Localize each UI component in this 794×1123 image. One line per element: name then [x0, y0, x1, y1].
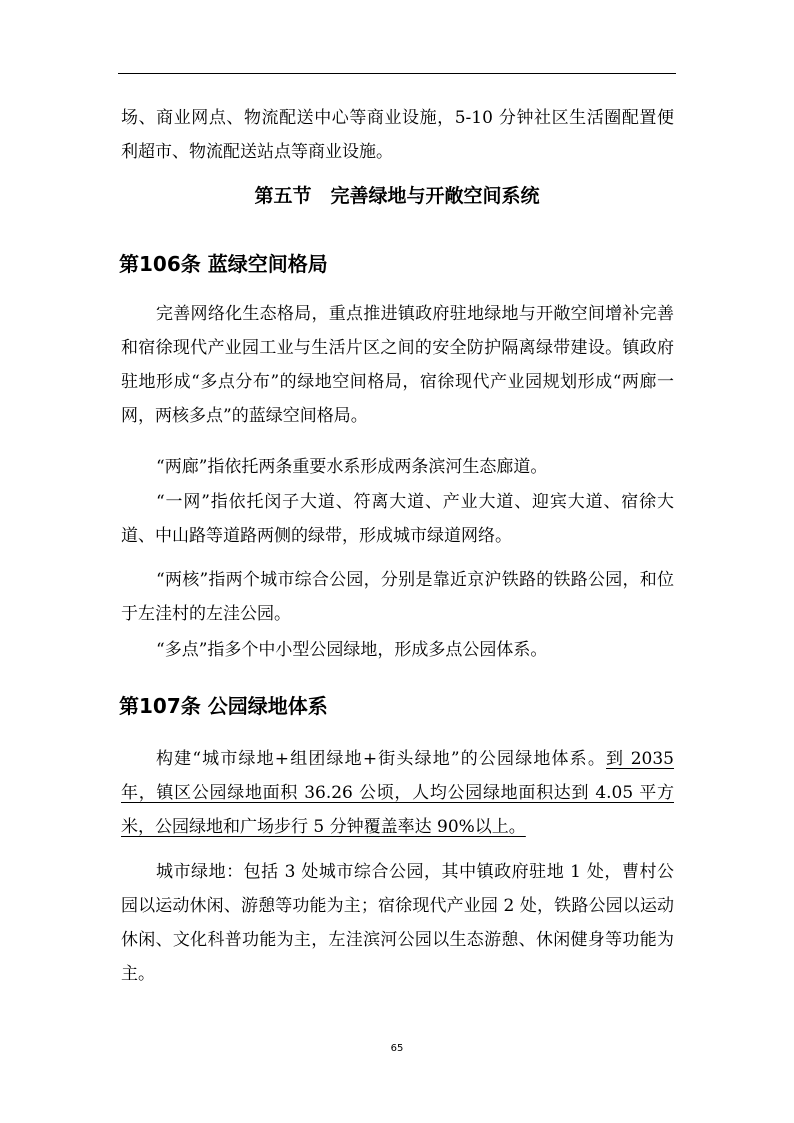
section-title: 第五节 完善绿地与开敞空间系统 — [254, 185, 540, 207]
article-107-target-underlined: 到 2035 年，镇区公园绿地面积 36.26 公顷，人均公园绿地面积达到 4.05 平方米，公园绿地和广场步行 5 分钟覆盖率达 90%以上。 — [121, 749, 675, 837]
article-107-paragraph-1-text: 构建“城市绿地+组团绿地+街头绿地”的公园绿地体系。 — [156, 749, 607, 769]
article-106-paragraph-1: 完善网络化生态格局，重点推进镇政府驻地绿地与开敞空间增补完善和宿徐现代产业园工业与生活片区之间的安全防护隔离绿带建设。镇政府驻地形成“多点分布”的绿地空间格局，宿徐现代产业园规划形成“两廊一网，两核多点”的蓝绿空间格局。 — [121, 304, 674, 426]
article-106-paragraph-3: “一网”指依托闵子大道、符离大道、产业大道、迎宾大道、宿徐大道、中山路等道路两侧的绿带，形成城市绿道网络。 — [121, 492, 674, 546]
header-rule — [118, 73, 676, 74]
article-106-paragraph-4: “两核”指两个城市综合公园，分别是靠近京沪铁路的铁路公园，和位于左洼村的左洼公园。 — [121, 570, 674, 624]
article-106-paragraph-2: “两廊”指依托两条重要水系形成两条滨河生态廊道。 — [156, 457, 548, 477]
article-107-paragraph-1 — [121, 742, 674, 844]
continuation-paragraph: 场、商业网点、物流配送中心等商业设施，5-10 分钟社区生活圈配置便利超市、物流配送站点等商业设施。 — [121, 108, 674, 162]
article-106-heading: 第106条 蓝绿空间格局 — [119, 252, 328, 276]
article-106-paragraph-5: “多点”指多个中小型公园绿地，形成多点公园体系。 — [156, 640, 548, 660]
page-number: 65 — [390, 1043, 404, 1054]
article-107-paragraph-2: 城市绿地：包括 3 处城市综合公园，其中镇政府驻地 1 处，曹村公园以运动休闲、游憩等功能为主；宿徐现代产业园 2 处，铁路公园以运动休闲、文化科普功能为主，左洼滨河公园以生态游憩、休闲健身等功能为主。 — [121, 862, 674, 984]
article-107-heading: 第107条 公园绿地体系 — [119, 694, 328, 718]
